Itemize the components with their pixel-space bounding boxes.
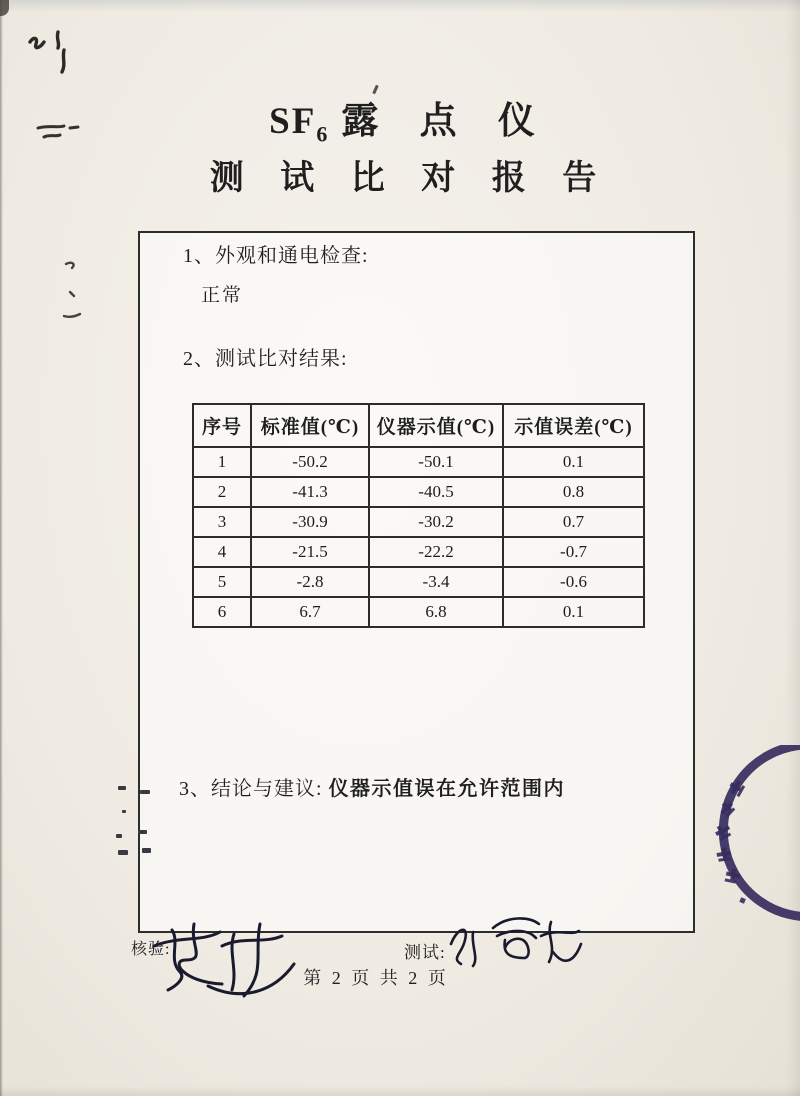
header-standard-value: 标准值(℃): [251, 404, 369, 447]
cell-error: 0.1: [503, 447, 644, 477]
header-indication-error: 示值误差(℃): [503, 404, 644, 447]
cell-reading: -3.4: [369, 567, 503, 597]
cell-standard: 6.7: [251, 597, 369, 627]
cell-error: 0.1: [503, 597, 644, 627]
header-instrument-reading: 仪器示值(℃): [369, 404, 503, 447]
cell-seq: 1: [193, 447, 251, 477]
cell-reading: -40.5: [369, 477, 503, 507]
table-row: [193, 447, 644, 477]
cell-standard: -2.8: [251, 567, 369, 597]
table-row: [193, 507, 644, 537]
section-2-label: 2、测试比对结果:: [183, 348, 348, 370]
ink-smudge-top-left: [24, 28, 80, 76]
cell-reading: -50.1: [369, 447, 503, 477]
section-1-label: 1、外观和通电检查:: [183, 245, 369, 267]
cell-seq: 5: [193, 567, 251, 597]
document-title-line1: [10, 90, 800, 147]
cell-seq: 6: [193, 597, 251, 627]
section-3-conclusion: [179, 772, 565, 801]
cell-reading: -22.2: [369, 537, 503, 567]
ink-smudge-left-2: [34, 120, 86, 148]
specks-left-middle: [58, 258, 88, 326]
cell-seq: 3: [193, 507, 251, 537]
table-header-row: [193, 404, 644, 447]
section-3-label: 3、结论与建议:: [179, 778, 323, 800]
cell-standard: -21.5: [251, 537, 369, 567]
specks-bottom-left: [110, 782, 168, 862]
official-stamp: [688, 745, 800, 935]
section-1-result: 正常: [201, 285, 244, 306]
cell-error: 0.8: [503, 477, 644, 507]
table-row: [193, 477, 644, 507]
cell-seq: 2: [193, 477, 251, 507]
corner-scan-artifact: [0, 0, 9, 16]
cell-error: -0.7: [503, 537, 644, 567]
conclusion-text: 仪器示值误在允许范围内: [328, 778, 566, 800]
table-row: [193, 597, 644, 627]
cell-standard: -50.2: [251, 447, 369, 477]
verify-label: 核验:: [131, 941, 171, 958]
verifier-signature: [150, 916, 300, 1004]
cell-error: 0.7: [503, 507, 644, 537]
comparison-table: [192, 403, 645, 628]
page-indicator: 第 2 页 共 2 页: [303, 968, 449, 988]
table-row: [193, 537, 644, 567]
table-row: [193, 567, 644, 597]
document-title-line2: 测 试 比 对 报 告: [209, 160, 611, 197]
cell-standard: -41.3: [251, 477, 369, 507]
test-label: 测试:: [404, 943, 446, 962]
cell-standard: -30.9: [251, 507, 369, 537]
cell-seq: 4: [193, 537, 251, 567]
cell-reading: -30.2: [369, 507, 503, 537]
title-dewpoint-meter: 露 点 仪: [341, 101, 551, 142]
cell-error: -0.6: [503, 567, 644, 597]
title-subscript-6: 6: [316, 121, 330, 147]
cell-reading: 6.8: [369, 597, 503, 627]
header-seq: 序号: [193, 404, 251, 447]
title-sf: SF: [269, 101, 317, 142]
